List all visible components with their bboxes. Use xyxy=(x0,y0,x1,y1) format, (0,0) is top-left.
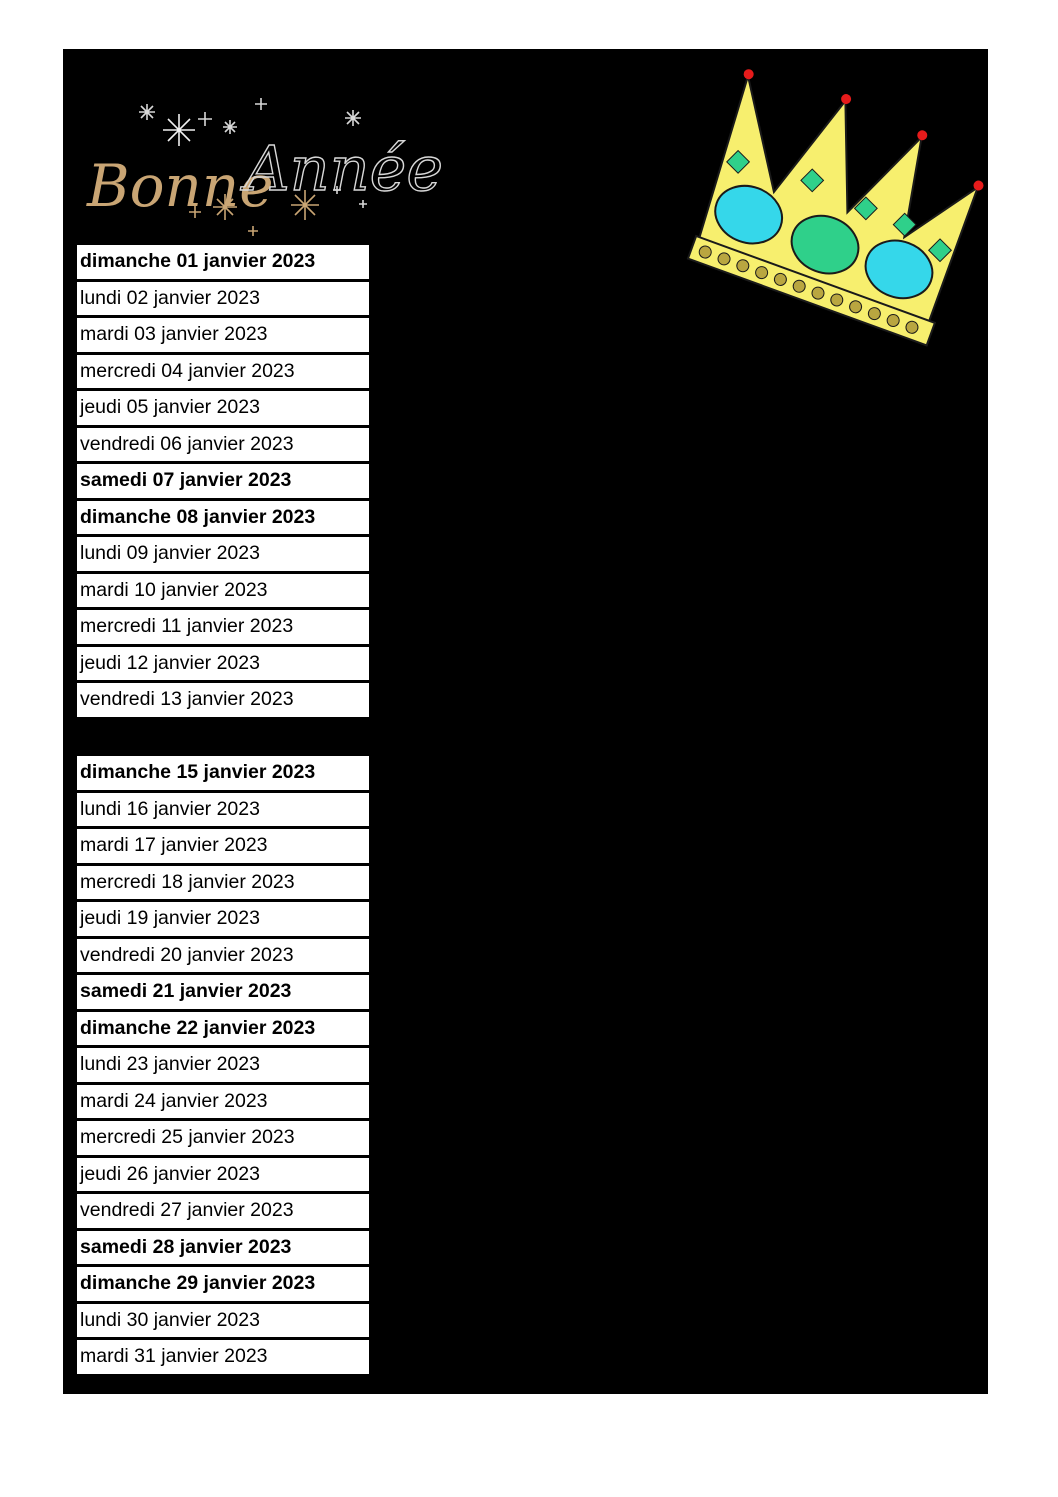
date-row: jeudi 26 janvier 2023 xyxy=(77,1158,369,1195)
date-row: dimanche 01 janvier 2023 xyxy=(77,245,369,282)
date-row: dimanche 15 janvier 2023 xyxy=(77,756,369,793)
date-row: lundi 02 janvier 2023 xyxy=(77,282,369,319)
date-row: dimanche 29 janvier 2023 xyxy=(77,1267,369,1304)
date-row: jeudi 05 janvier 2023 xyxy=(77,391,369,428)
greeting-word-bonne: Bonne xyxy=(87,152,274,220)
date-row: vendredi 27 janvier 2023 xyxy=(77,1194,369,1231)
bonne-annee-logo xyxy=(75,94,444,244)
date-row: dimanche 08 janvier 2023 xyxy=(77,501,369,538)
date-row: mardi 24 janvier 2023 xyxy=(77,1085,369,1122)
date-row: vendredi 13 janvier 2023 xyxy=(77,683,369,720)
crown-illustration xyxy=(681,94,981,374)
date-row: lundi 16 janvier 2023 xyxy=(77,793,369,830)
date-row: mercredi 04 janvier 2023 xyxy=(77,355,369,392)
date-row: mercredi 25 janvier 2023 xyxy=(77,1121,369,1158)
date-row: samedi 07 janvier 2023 xyxy=(77,464,369,501)
date-list-first xyxy=(77,245,369,720)
date-row: mardi 17 janvier 2023 xyxy=(77,829,369,866)
date-row: lundi 09 janvier 2023 xyxy=(77,537,369,574)
date-row: lundi 30 janvier 2023 xyxy=(77,1304,369,1341)
date-row: mardi 03 janvier 2023 xyxy=(77,318,369,355)
date-row: mardi 10 janvier 2023 xyxy=(77,574,369,611)
date-row: lundi 23 janvier 2023 xyxy=(77,1048,369,1085)
date-row: vendredi 06 janvier 2023 xyxy=(77,428,369,465)
date-row: samedi 28 janvier 2023 xyxy=(77,1231,369,1268)
date-row: samedi 21 janvier 2023 xyxy=(77,975,369,1012)
calendar-page xyxy=(63,49,988,1394)
date-row: mercredi 18 janvier 2023 xyxy=(77,866,369,903)
date-row: mercredi 11 janvier 2023 xyxy=(77,610,369,647)
date-row: jeudi 19 janvier 2023 xyxy=(77,902,369,939)
date-row: vendredi 20 janvier 2023 xyxy=(77,939,369,976)
date-row: mardi 31 janvier 2023 xyxy=(77,1340,369,1377)
date-list-second xyxy=(77,756,369,1377)
greeting-word-annee: Année xyxy=(245,132,444,205)
date-row: jeudi 12 janvier 2023 xyxy=(77,647,369,684)
date-row: dimanche 22 janvier 2023 xyxy=(77,1012,369,1049)
